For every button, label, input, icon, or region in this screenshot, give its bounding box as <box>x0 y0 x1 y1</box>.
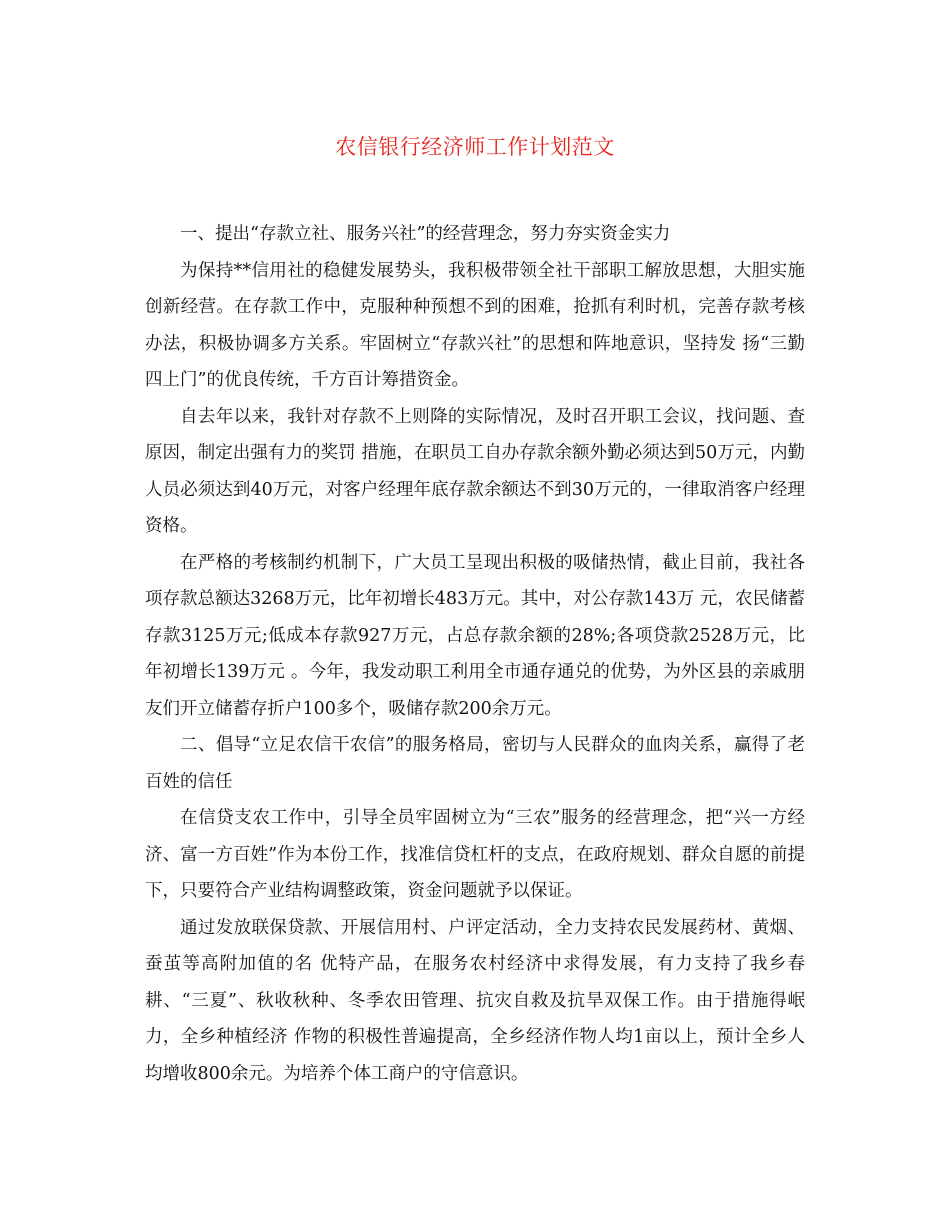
document-title: 农信银行经济师工作计划范文 <box>335 135 615 159</box>
paragraph: 自去年以来，我针对存款不上则降的实际情况，及时召开职工会议，找问题、查原因，制定出强有力的奖罚 措施，在职员工自办存款余额外勤必须达到50万元，内勤人员必须达到40万元，对客户经理年底存款余额达不到30万元的，一律取消客户经理资格。 <box>145 406 805 536</box>
document-body <box>145 216 805 1092</box>
paragraph: 为保持**信用社的稳健发展势头，我积极带领全社干部职工解放思想，大胆实施 创新经营。在存款工作中，克服种种预想不到的困难，抢抓有利时机，完善存款考核办法，积极协调多方关系。牢固树立“存款兴社”的思想和阵地意识，坚持发 扬“三勤四上门”的优良传统，千方百计筹措资金。 <box>145 260 805 390</box>
paragraph-section-heading-1: 一、提出“存款立社、服务兴社”的经营理念，努力夯实资金实力 <box>180 224 671 244</box>
paragraph: 在严格的考核制约机制下，广大员工呈现出积极的吸储热情，截止目前，我社各项存款总额达3268万元，比年初增长483万元。其中，对公存款143万 元，农民储蓄存款3125万元;低成本存款927万元，占总存款余额的28%;各项贷款2528万元，比年初增长139万元 。今年，我发动职工利用全市通存通兑的优势，为外区县的亲戚朋友们开立储蓄存折户100多个，吸储存款200余万元。 <box>145 552 805 719</box>
paragraph: 通过发放联保贷款、开展信用村、户评定活动，全力支持农民发展药材、黄烟、蚕茧等高附加值的名 优特产品，在服务农村经济中求得发展，有力支持了我乡春耕、“三夏”、秋收秋种、冬季农田管理、抗灾自救及抗旱双保工作。由于措施得岷力，全乡种植经济 作物的积极性普遍提高，全乡经济作物人均1亩以上，预计全乡人均增收800余元。为培养个体工商户的守信意识。 <box>145 917 805 1084</box>
paragraph-section-heading-2: 二、倡导“立足农信干农信”的服务格局，密切与人民群众的血肉关系，赢得了老百姓的信任 <box>145 735 805 792</box>
paragraph: 在信贷支农工作中，引导全员牢固树立为“三农”服务的经营理念，把“兴一方经济、富一方百姓”作为本份工作，找准信贷杠杆的支点，在政府规划、群众自愿的前提下，只要符合产业结构调整政策，资金问题就予以保证。 <box>145 808 805 901</box>
